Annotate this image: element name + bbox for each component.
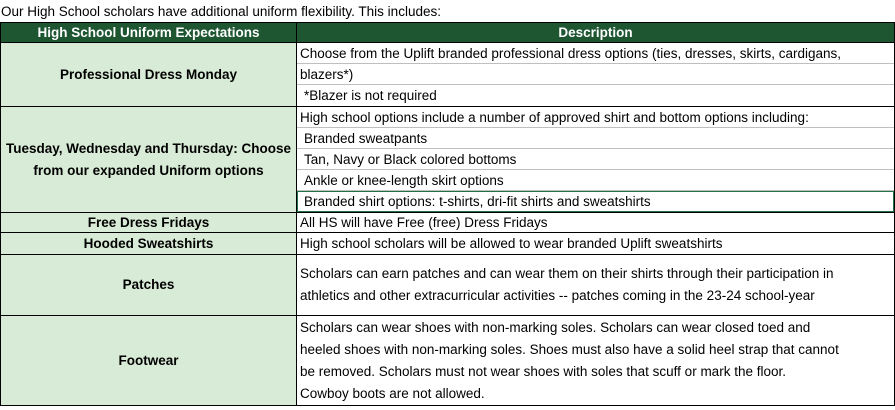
description-line: Ankle or knee-length skirt options [297,170,894,191]
description-line: Tan, Navy or Black colored bottoms [297,149,894,170]
description-cell[interactable] [297,316,895,406]
description-line: High school options include a number of approved shirt and bottom options including: [297,107,894,128]
table-row [1,213,895,233]
description-paragraph [297,255,894,315]
description-line: All HS will have Free (free) Dress Fridays [300,215,548,230]
description-line: *Blazer is not required [304,88,437,103]
description-line: Scholars can earn patches and can wear them on their shirts through their participation in [300,266,834,281]
intro-text: Our High School scholars have additional uniform flexibility. This includes: [1,4,441,19]
table-row [1,43,895,107]
description-cell[interactable] [297,213,895,233]
description-paragraph [297,316,894,405]
category-cell[interactable]: Free Dress Fridays [1,213,297,233]
table-row [1,233,895,255]
table-row [1,316,895,406]
category-cell[interactable]: Footwear [1,316,297,406]
category-cell[interactable]: Patches [1,255,297,316]
category-cell[interactable]: Professional Dress Monday [1,43,297,107]
table-header-row [1,23,895,43]
header-description[interactable]: Description [297,23,895,43]
table-row [1,107,895,213]
description-line: Branded sweatpants [297,128,894,149]
description-line: athletics and other extracurricular activities -- patches coming in the 23-24 school-year [300,288,815,303]
description-cell[interactable] [297,255,895,316]
description-line: be removed. Scholars must not wear shoes with soles that scuff or mark the floor. [300,364,786,379]
description-line: blazers*) [297,64,894,85]
description-line: High school scholars will be allowed to wear branded Uplift sweatshirts [300,236,723,251]
description-line: Scholars can wear shoes with non-marking soles. Scholars can wear closed toed and [300,320,811,335]
description-line: Choose from the Uplift branded professional dress options (ties, dresses, skirts, cardigans, [297,43,894,64]
description-cell[interactable] [297,107,895,213]
table-row [1,255,895,316]
uniform-table [0,22,895,406]
header-category[interactable]: High School Uniform Expectations [1,23,297,43]
description-line: Branded shirt options: t-shirts, dri-fit shirts and sweatshirts [297,191,894,212]
description-cell[interactable] [297,43,895,107]
category-cell[interactable]: Hooded Sweatshirts [1,233,297,255]
description-cell[interactable] [297,233,895,255]
description-line: heeled shoes with non-marking soles. Shoes must also have a solid heel strap that cannot [300,342,839,357]
description-line: Cowboy boots are not allowed. [300,386,485,401]
category-cell[interactable]: Tuesday, Wednesday and Thursday: Choose from our expanded Uniform options [1,107,297,213]
